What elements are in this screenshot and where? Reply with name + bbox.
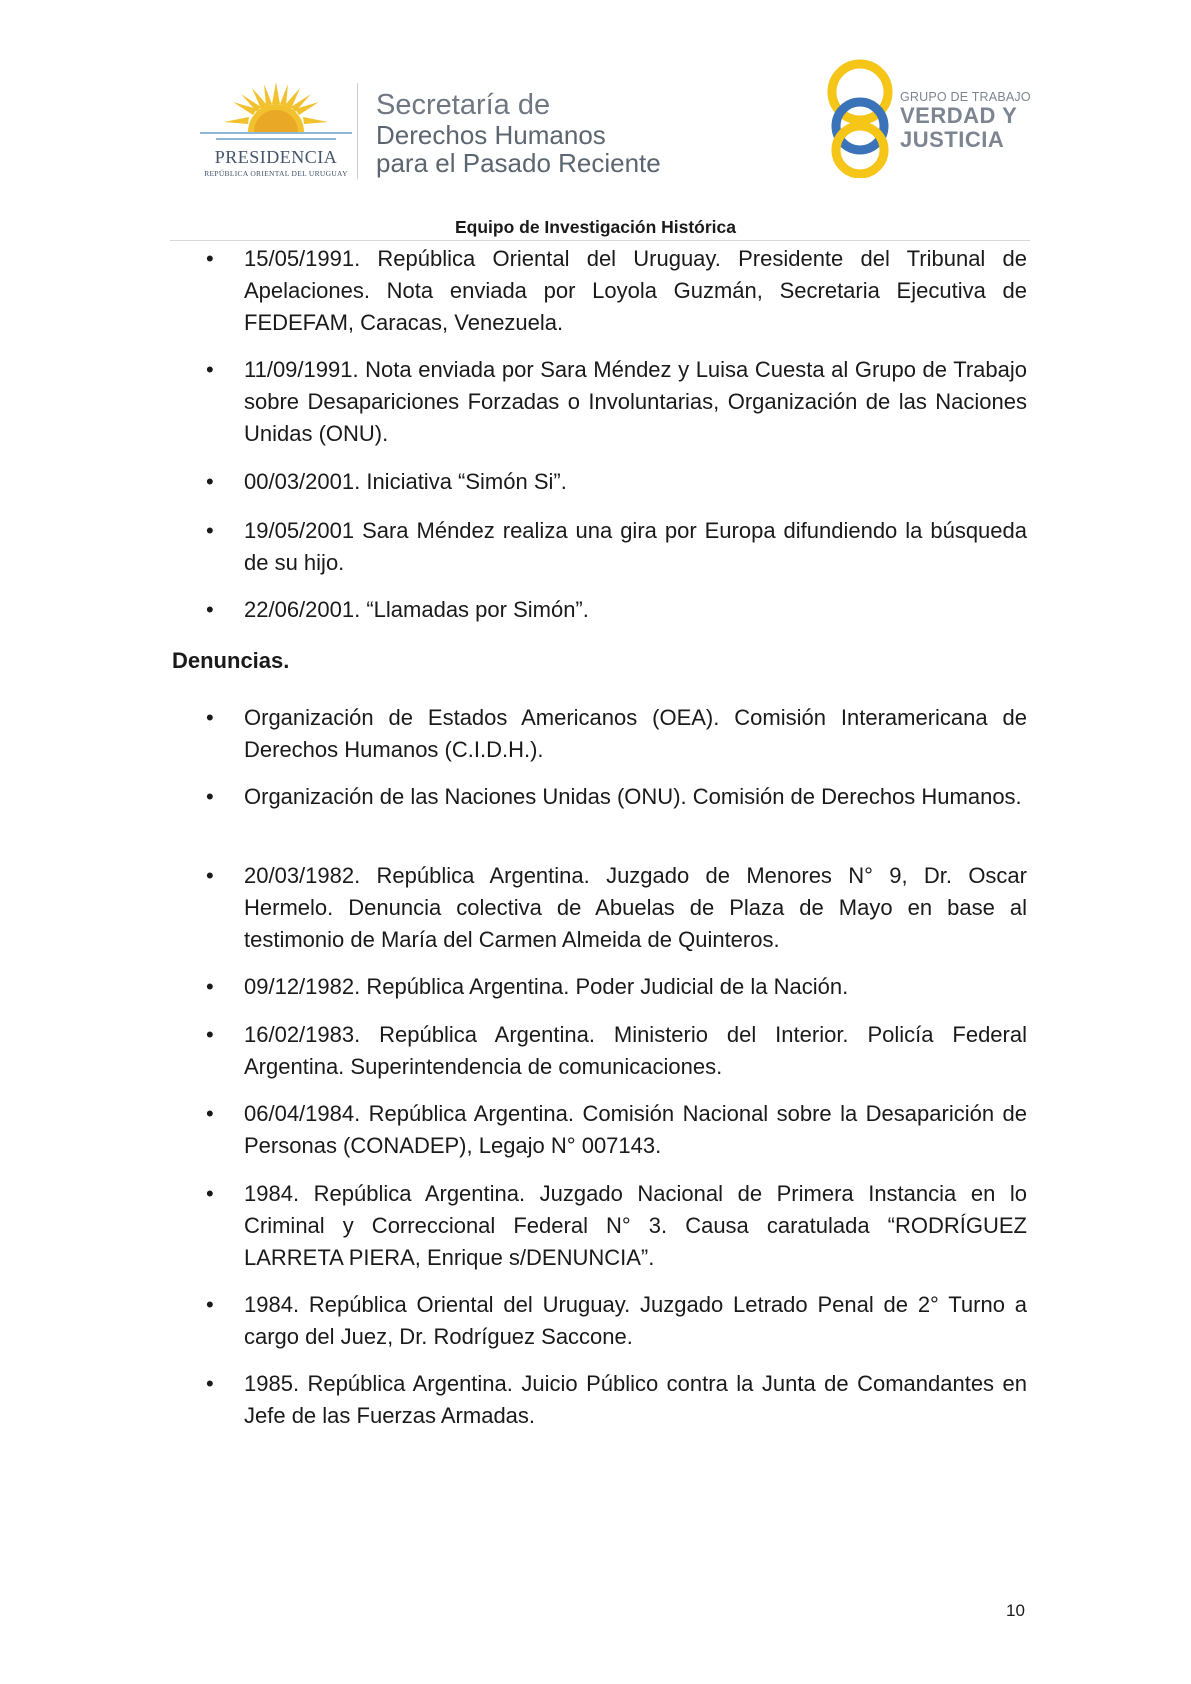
list-item: 1984. República Oriental del Uruguay. Juzgado Letrado Penal de 2° Turno a cargo del Juez, Dr. Rodríguez Saccone.: [244, 1292, 1027, 1349]
list-item: 22/06/2001. “Llamadas por Simón”.: [244, 597, 589, 622]
presidencia-title: PRESIDENCIA: [214, 147, 338, 167]
page-header: [0, 0, 1191, 240]
grupo-trabajo-label: GRUPO DE TRABAJO: [900, 90, 1031, 104]
secretaria-line-1: Secretaría de: [376, 89, 551, 121]
list-item: 06/04/1984. República Argentina. Comisión Nacional sobre la Desaparición de Personas (CONADEP), Legajo N° 007143.: [244, 1101, 1027, 1158]
section-title: Denuncias.: [172, 648, 290, 673]
bullet-icon: •: [206, 597, 214, 622]
logo-divider: [357, 83, 358, 179]
list-item: 00/03/2001. Iniciativa “Simón Si”.: [244, 469, 567, 494]
bullet-icon: •: [206, 974, 214, 999]
team-title: Equipo de Investigación Histórica: [454, 217, 737, 237]
bullet-icon: •: [206, 357, 214, 382]
bullet-icon: •: [206, 469, 214, 494]
bullet-icon: •: [206, 863, 214, 888]
list-item: Organización de las Naciones Unidas (ONU). Comisión de Derechos Humanos.: [244, 784, 1022, 809]
sun-icon: [196, 82, 356, 148]
list-item: 20/03/1982. República Argentina. Juzgado de Menores N° 9, Dr. Oscar Hermelo. Denuncia colectiva de Abuelas de Plaza de Mayo en base al testimonio de María del Carmen Almeida de Quinteros.: [244, 863, 1027, 952]
list-item: 16/02/1983. República Argentina. Ministerio del Interior. Policía Federal Argentina. Superintendencia de comunicaciones.: [244, 1022, 1027, 1079]
secretaria-line-3: para el Pasado Reciente: [376, 148, 661, 178]
list-item: Organización de Estados Americanos (OEA). Comisión Interamericana de Derechos Humanos (C.I.D.H.).: [244, 705, 1027, 762]
list-item: 15/05/1991. República Oriental del Uruguay. Presidente del Tribunal de Apelaciones. Nota enviada por Loyola Guzmán, Secretaria Ejecutiva de FEDEFAM, Caracas, Venezuela.: [244, 246, 1027, 335]
bullet-icon: •: [206, 1181, 214, 1206]
presidencia-subtitle: REPÚBLICA ORIENTAL DEL URUGUAY: [204, 169, 348, 178]
bullet-icon: •: [206, 246, 214, 271]
list-item: 09/12/1982. República Argentina. Poder Judicial de la Nación.: [244, 974, 849, 999]
header-rule: [170, 240, 1030, 241]
list-item: 11/09/1991. Nota enviada por Sara Méndez y Luisa Cuesta al Grupo de Trabajo sobre Desapariciones Forzadas o Involuntarias, Organización de las Naciones Unidas (ONU).: [244, 357, 1027, 446]
bullet-icon: •: [206, 1101, 214, 1126]
rings-icon: [825, 58, 895, 178]
list-item: 1985. República Argentina. Juicio Público contra la Junta de Comandantes en Jefe de las Fuerzas Armadas.: [244, 1371, 1027, 1428]
list-item: 1984. República Argentina. Juzgado Nacional de Primera Instancia en lo Criminal y Correccional Federal N° 3. Causa caratulada “RODRÍGUEZ LARRETA PIERA, Enrique s/DENUNCIA”.: [244, 1181, 1027, 1270]
bullet-icon: •: [206, 1022, 214, 1047]
grupo-trabajo-logo-text: [900, 90, 1031, 152]
bullet-icon: •: [206, 1371, 214, 1396]
page-number: 10: [1006, 1601, 1025, 1620]
bullet-icon: •: [206, 1292, 214, 1317]
bullet-icon: •: [206, 784, 214, 809]
presidencia-logo: [196, 82, 356, 178]
verdad-label: VERDAD Y: [900, 103, 1018, 128]
secretaria-logo-text: [376, 90, 661, 177]
list-item: 19/05/2001 Sara Méndez realiza una gira por Europa difundiendo la búsqueda de su hijo.: [244, 518, 1027, 575]
bullet-icon: •: [206, 518, 214, 543]
secretaria-line-2: Derechos Humanos: [376, 120, 606, 150]
justicia-label: JUSTICIA: [900, 127, 1005, 152]
bullet-icon: •: [206, 705, 214, 730]
